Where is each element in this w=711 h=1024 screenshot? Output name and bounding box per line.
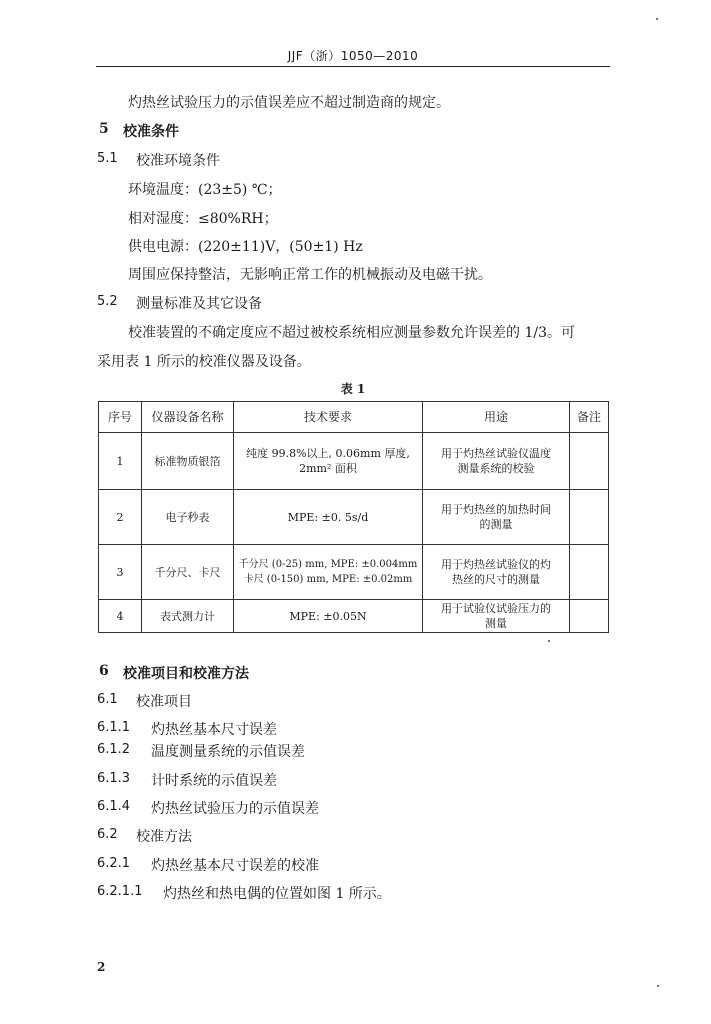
section-6-2-1-1-number: 6.2.1.1 (97, 884, 143, 899)
equipment-name: 表式测力计 (142, 600, 234, 633)
section-5-2-title: 测量标准及其它设备 (136, 296, 262, 312)
section-6-1-1-number: 6.1.1 (97, 720, 131, 735)
header-cell: 备注 (570, 402, 609, 433)
usage-line: 用于灼热丝试验仪的灼 (441, 558, 551, 571)
scan-speck (657, 985, 659, 987)
section-6-1-title: 校准项目 (136, 694, 192, 710)
paragraph-line-1: 校准装置的不确定度应不超过被校系统相应测量参数允许误差的 1/3。可 (128, 325, 575, 341)
temperature-line: 环境温度：(23±5) ℃； (128, 182, 282, 198)
section-5-1-title: 校准环境条件 (136, 153, 220, 169)
section-6-2-1-number: 6.2.1 (97, 856, 131, 871)
table-caption: 表 1 (340, 382, 366, 396)
section-5-title: 校准条件 (123, 124, 179, 140)
usage-line: 测量系统的校验 (457, 462, 535, 475)
usage-line: 用于试验仪试验压力的 (441, 602, 551, 615)
section-6-1-4-number: 6.1.4 (97, 799, 131, 814)
note-cell (570, 600, 609, 633)
humidity-line: 相对湿度：≤80%RH； (128, 211, 278, 227)
requirement-line: MPE: ±0. 5s/d (287, 510, 369, 524)
section-6-2-1-1-title: 灼热丝和热电偶的位置如图 1 所示。 (163, 886, 391, 902)
document-header-code: JJF（浙）1050—2010 (287, 49, 419, 63)
section-5-1-number: 5.1 (97, 151, 118, 166)
usage-line: 测量 (485, 617, 507, 630)
section-6-1-number: 6.1 (97, 692, 118, 707)
section-6-1-3-number: 6.1.3 (97, 771, 131, 786)
section-6-number: 6 (99, 663, 109, 679)
requirement-line: 千分尺 (0-25) mm, MPE: ±0.004mm (238, 559, 418, 570)
table-row (99, 600, 609, 633)
paragraph-line: 灼热丝试验压力的示值误差应不超过制造商的规定。 (128, 95, 450, 111)
section-6-2-number: 6.2 (97, 827, 118, 842)
equipment-table (98, 401, 609, 633)
usage-cell (423, 490, 570, 545)
table-row (99, 545, 609, 600)
header-cell: 用途 (423, 402, 570, 433)
scan-speck (656, 18, 658, 20)
equipment-name: 千分尺、卡尺 (142, 545, 234, 600)
section-6-2-title: 校准方法 (136, 829, 192, 845)
section-6-1-1-title: 灼热丝基本尺寸误差 (151, 722, 277, 738)
note-cell (570, 490, 609, 545)
section-6-1-2-number: 6.1.2 (97, 742, 131, 757)
scan-speck (548, 640, 550, 642)
row-number: 3 (99, 545, 142, 600)
requirement-cell (234, 433, 423, 490)
usage-cell (423, 545, 570, 600)
section-6-1-2-title: 温度测量系统的示值误差 (151, 744, 305, 760)
environment-line: 周围应保持整洁，无影响正常工作的机械振动及电磁干扰。 (128, 267, 492, 283)
usage-line: 的测量 (479, 518, 513, 531)
power-supply-line: 供电电源：(220±11)V，(50±1) Hz (128, 239, 363, 255)
row-number: 2 (99, 490, 142, 545)
section-6-2-1-title: 灼热丝基本尺寸误差的校准 (151, 858, 319, 874)
requirement-line: MPE: ±0.05N (289, 609, 367, 623)
note-cell (570, 433, 609, 490)
equipment-name: 标准物质银箔 (142, 433, 234, 490)
usage-cell (423, 433, 570, 490)
header-rule (96, 66, 610, 67)
row-number: 1 (99, 433, 142, 490)
requirement-line: 纯度 99.8%以上, 0.06mm 厚度, (246, 447, 410, 460)
note-cell (570, 545, 609, 600)
usage-line: 用于灼热丝试验仪温度 (441, 447, 551, 460)
table-row (99, 490, 609, 545)
section-5-2-number: 5.2 (97, 294, 118, 309)
equipment-name: 电子秒表 (142, 490, 234, 545)
requirement-line: 卡尺 (0-150) mm, MPE: ±0.02mm (243, 574, 413, 585)
section-6-1-3-title: 计时系统的示值误差 (151, 773, 277, 789)
header-cell: 技术要求 (234, 402, 423, 433)
table-header-row (99, 402, 609, 433)
section-6-title: 校准项目和校准方法 (123, 666, 249, 682)
header-cell: 仪器设备名称 (142, 402, 234, 433)
section-5-number: 5 (99, 121, 109, 137)
requirement-cell (234, 545, 423, 600)
requirement-cell (234, 490, 423, 545)
usage-cell (423, 600, 570, 633)
paragraph-line-2: 采用表 1 所示的校准仪器及设备。 (97, 354, 311, 370)
table-row (99, 433, 609, 490)
header-cell: 序号 (99, 402, 142, 433)
usage-line: 用于灼热丝的加热时间 (441, 503, 551, 516)
page-number: 2 (97, 960, 106, 974)
row-number: 4 (99, 600, 142, 633)
section-6-1-4-title: 灼热丝试验压力的示值误差 (151, 801, 319, 817)
requirement-line: 2mm² 面积 (299, 462, 357, 475)
usage-line: 热丝的尺寸的测量 (452, 573, 540, 586)
requirement-cell (234, 600, 423, 633)
